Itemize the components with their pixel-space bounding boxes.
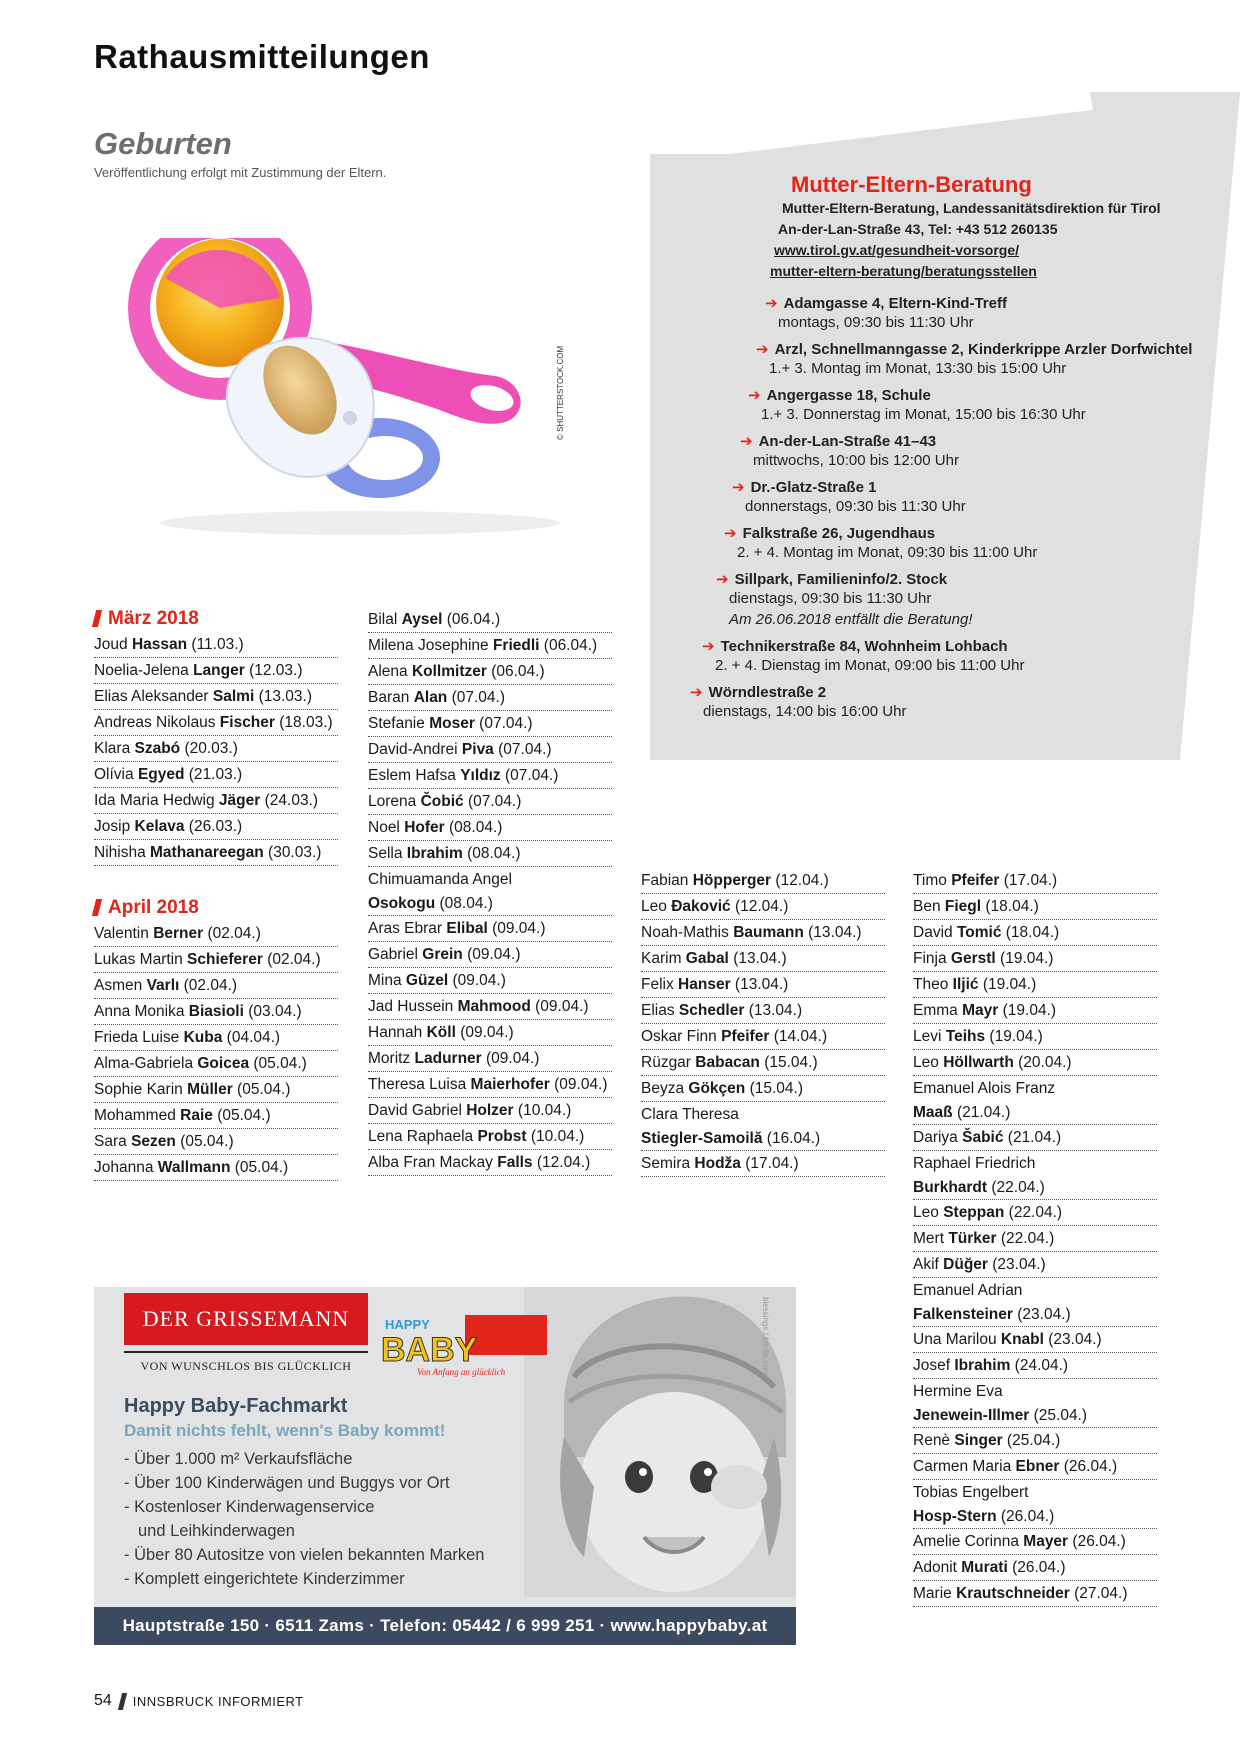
list-item: David-Andrei Piva (07.04.) xyxy=(368,737,612,763)
list-item: Marie Krautschneider (27.04.) xyxy=(913,1581,1157,1607)
month-heading-april xyxy=(94,894,338,921)
arrow-right-icon: ➔ xyxy=(765,295,778,312)
list-item: Elias Schedler (13.04.) xyxy=(641,998,885,1024)
list-item: Renè Singer (25.04.) xyxy=(913,1428,1157,1454)
location-item xyxy=(702,637,1024,676)
list-item: Emma Mayr (19.04.) xyxy=(913,998,1157,1024)
list-item: Karim Gabal (13.04.) xyxy=(641,946,885,972)
births-column-2 xyxy=(368,607,612,1176)
location-time: mittwochs, 10:00 bis 12:00 Uhr xyxy=(753,452,959,469)
list-item: Sella Ibrahim (08.04.) xyxy=(368,841,612,867)
month-label: April 2018 xyxy=(108,896,199,918)
logo-word-happy: HAPPY xyxy=(385,1317,430,1332)
magazine-name: INNSBRUCK INFORMIERT xyxy=(132,1693,304,1709)
list-item: Moritz Ladurner (09.04.) xyxy=(368,1046,612,1072)
arrow-right-icon: ➔ xyxy=(740,433,753,450)
list-item: Noel Hofer (08.04.) xyxy=(368,815,612,841)
happy-baby-logo xyxy=(377,1307,547,1381)
list-item: Clara Theresa Stiegler-Samoilă (16.04.) xyxy=(641,1102,885,1151)
list-item: - Über 1.000 m² Verkaufsfläche xyxy=(124,1447,484,1471)
list-item: Nihisha Mathanareegan (30.03.) xyxy=(94,840,338,866)
list-item: Ida Maria Hedwig Jäger (24.03.) xyxy=(94,788,338,814)
list-item: Aras Ebrar Elibal (09.04.) xyxy=(368,916,612,942)
beratung-address: An-der-Lan-Straße 43, Tel: +43 512 260135 xyxy=(778,221,1058,237)
location-item xyxy=(732,478,966,517)
births-column-3 xyxy=(641,868,885,1177)
slash-marker xyxy=(92,899,102,916)
list-item: Mohammed Raie (05.04.) xyxy=(94,1103,338,1129)
list-item: Klara Szabó (20.03.) xyxy=(94,736,338,762)
location-item xyxy=(765,294,1007,333)
list-item: Alma-Gabriela Goicea (05.04.) xyxy=(94,1051,338,1077)
list-item: Oskar Finn Pfeifer (14.04.) xyxy=(641,1024,885,1050)
ad-tagline: Damit nichts fehlt, wenn's Baby kommt! xyxy=(124,1421,446,1440)
beratung-org: Mutter-Eltern-Beratung, Landessanitätsdirektion für Tirol xyxy=(782,200,1161,216)
location-time: donnerstags, 09:30 bis 11:30 Uhr xyxy=(745,498,966,515)
list-item: Bilal Aysel (06.04.) xyxy=(368,607,612,633)
advertisement[interactable] xyxy=(94,1287,796,1645)
list-item: Ben Fiegl (18.04.) xyxy=(913,894,1157,920)
list-item: - Komplett eingerichtete Kinderzimmer xyxy=(124,1567,484,1591)
image-credit: © SHUTTERSTOCK.COM xyxy=(556,345,565,440)
location-item xyxy=(690,683,906,722)
list-item: Eslem Hafsa Yıldız (07.04.) xyxy=(368,763,612,789)
location-name: An-der-Lan-Straße 41–43 xyxy=(758,433,937,450)
arrow-right-icon: ➔ xyxy=(732,479,745,496)
list-item: Lorena Čobić (07.04.) xyxy=(368,789,612,815)
slash-marker xyxy=(92,610,102,627)
list-item: Joud Hassan (11.03.) xyxy=(94,632,338,658)
list-item: Gabriel Grein (09.04.) xyxy=(368,942,612,968)
list-item: Milena Josephine Friedli (06.04.) xyxy=(368,633,612,659)
list-item: - Kostenloser Kinderwagenservice xyxy=(124,1495,484,1519)
list-item: Semira Hodža (17.04.) xyxy=(641,1151,885,1177)
month-label: März 2018 xyxy=(108,607,199,629)
location-time: montags, 09:30 bis 11:30 Uhr xyxy=(778,314,974,331)
ad-headline: Happy Baby-Fachmarkt xyxy=(124,1395,348,1417)
location-name: Sillpark, Familieninfo/2. Stock xyxy=(734,571,948,588)
list-item: Carmen Maria Ebner (26.04.) xyxy=(913,1454,1157,1480)
location-name: Adamgasse 4, Eltern-Kind-Treff xyxy=(783,295,1007,312)
location-time: 2. + 4. Montag im Monat, 09:30 bis 11:00 Uhr xyxy=(737,544,1038,561)
location-time: dienstags, 14:00 bis 16:00 Uhr xyxy=(703,703,907,720)
list-item: Noah-Mathis Baumann (13.04.) xyxy=(641,920,885,946)
month-heading-maerz xyxy=(94,605,338,632)
list-item: Beyza Gökçen (15.04.) xyxy=(641,1076,885,1102)
list-item: Theo Iljić (19.04.) xyxy=(913,972,1157,998)
location-item xyxy=(748,386,1086,425)
beratung-title: Mutter-Eltern-Beratung xyxy=(791,172,1032,197)
location-time: 1.+ 3. Donnerstag im Monat, 15:00 bis 16:30 Uhr xyxy=(761,406,1086,423)
location-item xyxy=(716,570,973,630)
list-item: Levi Teihs (19.04.) xyxy=(913,1024,1157,1050)
panel-right-edge xyxy=(1180,92,1240,760)
list-item: Valentin Berner (02.04.) xyxy=(94,921,338,947)
list-item: Timo Pfeifer (17.04.) xyxy=(913,868,1157,894)
location-time: 2. + 4. Dienstag im Monat, 09:00 bis 11:00 Uhr xyxy=(715,657,1025,674)
list-item: Leo Steppan (22.04.) xyxy=(913,1200,1157,1226)
list-item: Tobias Engelbert Hosp-Stern (26.04.) xyxy=(913,1480,1157,1529)
arrow-right-icon: ➔ xyxy=(756,341,769,358)
arrow-right-icon: ➔ xyxy=(724,525,737,542)
location-name: Dr.-Glatz-Straße 1 xyxy=(750,479,877,496)
list-item: und Leihkinderwagen xyxy=(138,1522,295,1540)
location-name: Technikerstraße 84, Wohnheim Lohbach xyxy=(720,638,1008,655)
list-item: Finja Gerstl (19.04.) xyxy=(913,946,1157,972)
location-name: Angergasse 18, Schule xyxy=(766,387,931,404)
list-item: Mert Türker (22.04.) xyxy=(913,1226,1157,1252)
list-item: David Tomić (18.04.) xyxy=(913,920,1157,946)
page-number: 54 xyxy=(94,1692,112,1709)
list-item: Jad Hussein Mahmood (09.04.) xyxy=(368,994,612,1020)
list-item: Akif Düğer (23.04.) xyxy=(913,1252,1157,1278)
list-item: Anna Monika Biasioli (03.04.) xyxy=(94,999,338,1025)
beratung-link-1[interactable]: www.tirol.gv.at/gesundheit-vorsorge/ xyxy=(774,242,1020,258)
ad-photo-credit: blessings / fotolia.com xyxy=(761,1297,770,1376)
list-item: - Über 100 Kinderwägen und Buggys vor Ort xyxy=(124,1471,484,1495)
arrow-right-icon: ➔ xyxy=(690,684,703,701)
list-item: Josip Kelava (26.03.) xyxy=(94,814,338,840)
page-title: Rathausmitteilungen xyxy=(94,38,430,75)
arrow-right-icon: ➔ xyxy=(702,638,715,655)
baby-photo xyxy=(524,1287,796,1597)
list-item: Frieda Luise Kuba (04.04.) xyxy=(94,1025,338,1051)
list-item: Sara Sezen (05.04.) xyxy=(94,1129,338,1155)
section-note: Veröffentlichung erfolgt mit Zustimmung der Eltern. xyxy=(94,165,387,180)
list-item: Olívia Egyed (21.03.) xyxy=(94,762,338,788)
list-item: Felix Hanser (13.04.) xyxy=(641,972,885,998)
list-item: Alba Fran Mackay Falls (12.04.) xyxy=(368,1150,612,1176)
location-item xyxy=(740,432,959,471)
arrow-right-icon: ➔ xyxy=(716,571,729,588)
list-item: Dariya Šabić (21.04.) xyxy=(913,1125,1157,1151)
section-title: Geburten xyxy=(94,126,232,161)
list-item: Johanna Wallmann (05.04.) xyxy=(94,1155,338,1181)
ad-contact-bar[interactable]: Hauptstraße 150 · 6511 Zams · Telefon: 05442 / 6 999 251 · www.happybaby.at xyxy=(94,1607,796,1645)
list-item: Amelie Corinna Mayer (26.04.) xyxy=(913,1529,1157,1555)
list-item: Josef Ibrahim (24.04.) xyxy=(913,1353,1157,1379)
list-item: - Über 80 Autositze von vielen bekannten Marken xyxy=(124,1543,484,1567)
list-item: Lena Raphaela Probst (10.04.) xyxy=(368,1124,612,1150)
arrow-right-icon: ➔ xyxy=(748,387,761,404)
births-column-4 xyxy=(913,868,1157,1607)
list-item: Stefanie Moser (07.04.) xyxy=(368,711,612,737)
brand-divider xyxy=(124,1351,368,1353)
list-item: Elias Aleksander Salmi (13.03.) xyxy=(94,684,338,710)
list-item: Alena Kollmitzer (06.04.) xyxy=(368,659,612,685)
list-item: Asmen Varlı (02.04.) xyxy=(94,973,338,999)
location-time: dienstags, 09:30 bis 11:30 Uhr xyxy=(729,590,932,607)
beratung-link-2[interactable]: mutter-eltern-beratung/beratungsstellen xyxy=(770,263,1037,279)
location-time: 1.+ 3. Montag im Monat, 13:30 bis 15:00 Uhr xyxy=(769,360,1067,377)
location-item xyxy=(756,340,1192,379)
list-item: Leo Höllwarth (20.04.) xyxy=(913,1050,1157,1076)
brand-subtitle: VON WUNSCHLOS BIS GLÜCKLICH xyxy=(140,1359,352,1373)
logo-word-baby: BABY xyxy=(381,1331,478,1369)
baby-toys-image xyxy=(110,238,580,538)
list-item: Theresa Luisa Maierhofer (09.04.) xyxy=(368,1072,612,1098)
logo-slogan: Von Anfang an glücklich xyxy=(417,1367,506,1377)
list-item: Andreas Nikolaus Fischer (18.03.) xyxy=(94,710,338,736)
list-item: Emanuel Alois Franz Maaß (21.04.) xyxy=(913,1076,1157,1125)
list-item: Mina Güzel (09.04.) xyxy=(368,968,612,994)
list-item: Sophie Karin Müller (05.04.) xyxy=(94,1077,338,1103)
list-item: Chimuamanda Angel Osokogu (08.04.) xyxy=(368,867,612,916)
list-item: David Gabriel Holzer (10.04.) xyxy=(368,1098,612,1124)
brand-logo: DER GRISSEMANN xyxy=(124,1293,368,1345)
list-item: Noelia-Jelena Langer (12.03.) xyxy=(94,658,338,684)
location-item xyxy=(724,524,1037,563)
list-item: Raphael Friedrich Burkhardt (22.04.) xyxy=(913,1151,1157,1200)
page-footer xyxy=(94,1692,304,1710)
list-item: Hannah Köll (09.04.) xyxy=(368,1020,612,1046)
list-item: Emanuel Adrian Falkensteiner (23.04.) xyxy=(913,1278,1157,1327)
list-item: Fabian Höpperger (12.04.) xyxy=(641,868,885,894)
location-note: Am 26.06.2018 entfällt die Beratung! xyxy=(729,611,973,628)
ad-feature-list xyxy=(124,1447,484,1591)
list-item: Una Marilou Knabl (23.04.) xyxy=(913,1327,1157,1353)
slash-marker xyxy=(118,1693,127,1710)
list-item: Rüzgar Babacan (15.04.) xyxy=(641,1050,885,1076)
list-item: Adonit Murati (26.04.) xyxy=(913,1555,1157,1581)
list-item: Hermine Eva Jenewein-Illmer (25.04.) xyxy=(913,1379,1157,1428)
location-name: Wörndlestraße 2 xyxy=(708,684,827,701)
births-column-1 xyxy=(94,605,338,1181)
list-item: Leo Đaković (12.04.) xyxy=(641,894,885,920)
list-item: Lukas Martin Schieferer (02.04.) xyxy=(94,947,338,973)
location-name: Falkstraße 26, Jugendhaus xyxy=(742,525,936,542)
list-item: Baran Alan (07.04.) xyxy=(368,685,612,711)
location-name: Arzl, Schnellmanngasse 2, Kinderkrippe Arzler Dorfwichtel xyxy=(774,341,1193,358)
